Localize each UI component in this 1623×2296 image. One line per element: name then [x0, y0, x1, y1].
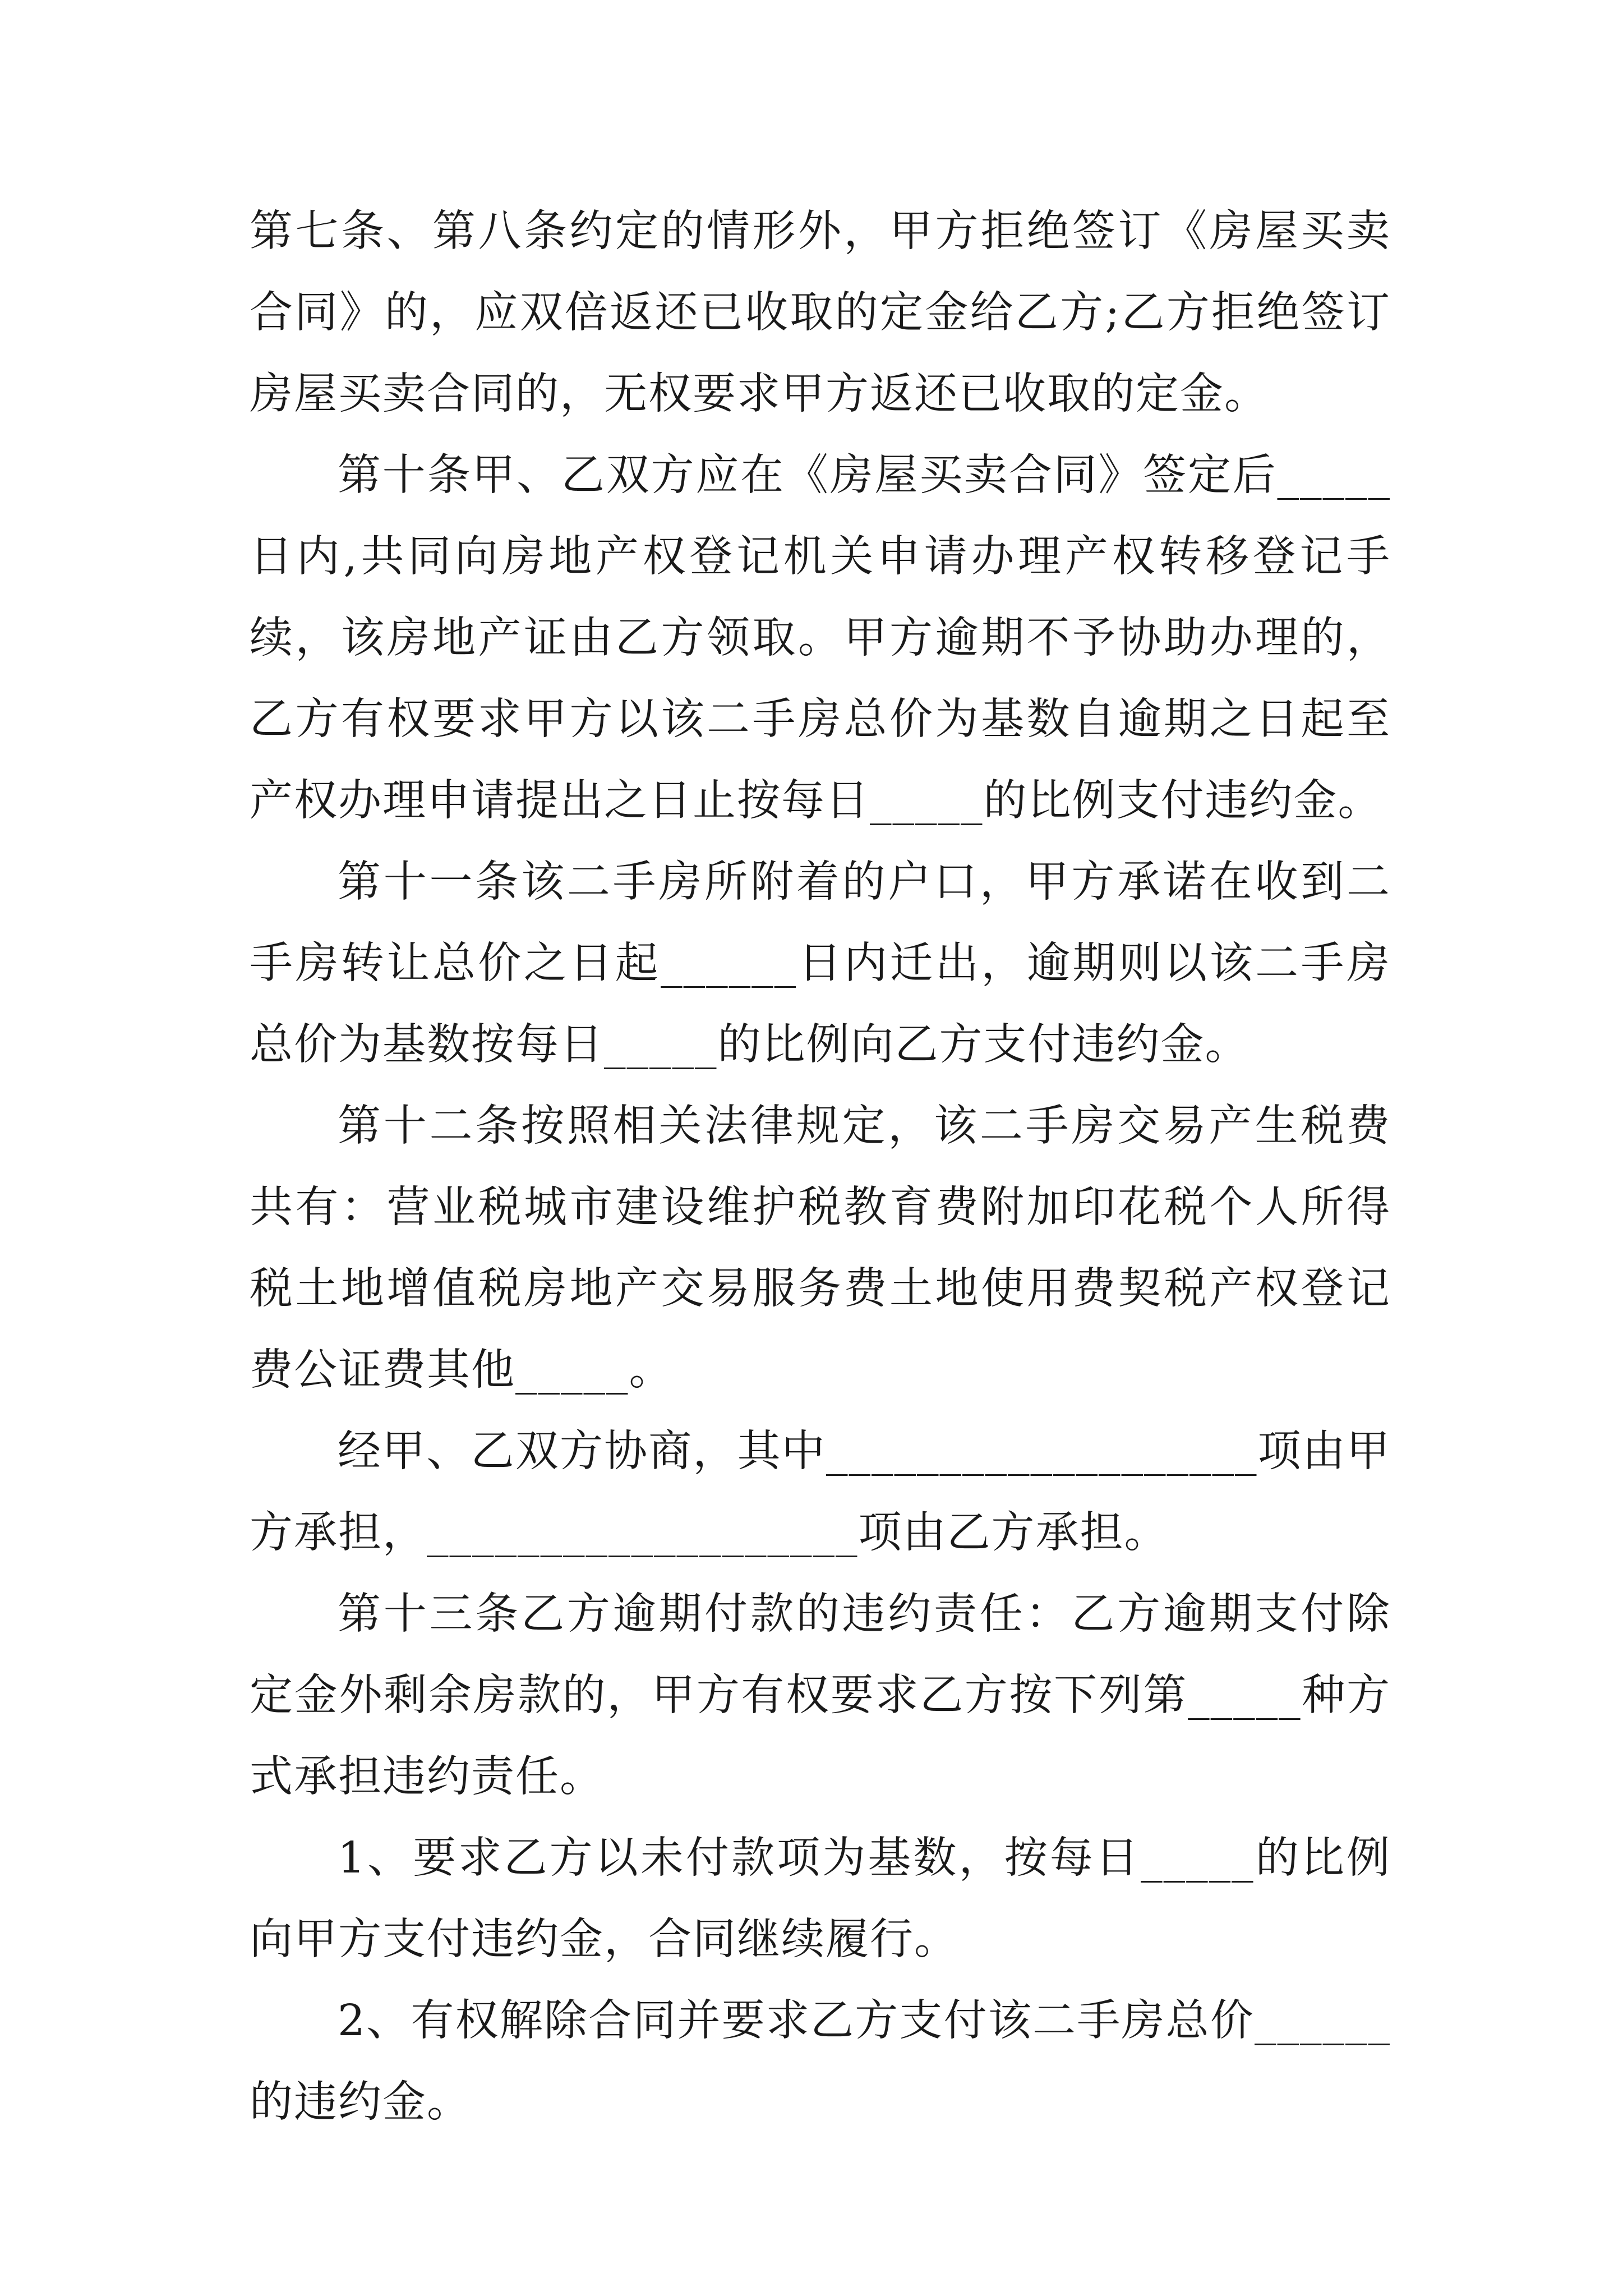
paragraph-article-10: 第十条甲、乙双方应在《房屋买卖合同》签定后_____日内,共同向房地产权登记机关申请办理产权转移登记手续，该房地产证由乙方领取。甲方逾期不予协助办理的，乙方有权要求甲方以该二手房总价为基数自逾期之日起至产权办理申请提出之日止按每日_____的比例支付违约金。 [250, 450, 1391, 826]
paragraph-tax-split: 经甲、乙双方协商，其中___________________项由甲方承担，___________________项由乙方承担。 [250, 1427, 1391, 1558]
document-body [250, 191, 1391, 2143]
paragraph-option-1: 1、要求乙方以未付款项为基数，按每日_____的比例向甲方支付违约金，合同继续履行。 [250, 1833, 1391, 1964]
paragraph-article-12: 第十二条按照相关法律规定，该二手房交易产生税费共有：营业税城市建设维护税教育费附加印花税个人所得税土地增值税房地产交易服务费土地使用费契税产权登记费公证费其他_____。 [250, 1101, 1391, 1395]
paragraph-article-11: 第十一条该二手房所附着的户口，甲方承诺在收到二手房转让总价之日起______日内迁出，逾期则以该二手房总价为基数按每日_____的比例向乙方支付违约金。 [250, 857, 1391, 1070]
paragraph-article-13: 第十三条乙方逾期付款的违约责任：乙方逾期支付除定金外剩余房款的，甲方有权要求乙方按下列第_____种方式承担违约责任。 [250, 1589, 1391, 1802]
paragraph-option-2: 2、有权解除合同并要求乙方支付该二手房总价______的违约金。 [250, 1996, 1391, 2127]
paragraph-1: 第七条、第八条约定的情形外，甲方拒绝签订《房屋买卖合同》的，应双倍返还已收取的定金给乙方;乙方拒绝签订房屋买卖合同的，无权要求甲方返还已收取的定金。 [250, 206, 1391, 419]
